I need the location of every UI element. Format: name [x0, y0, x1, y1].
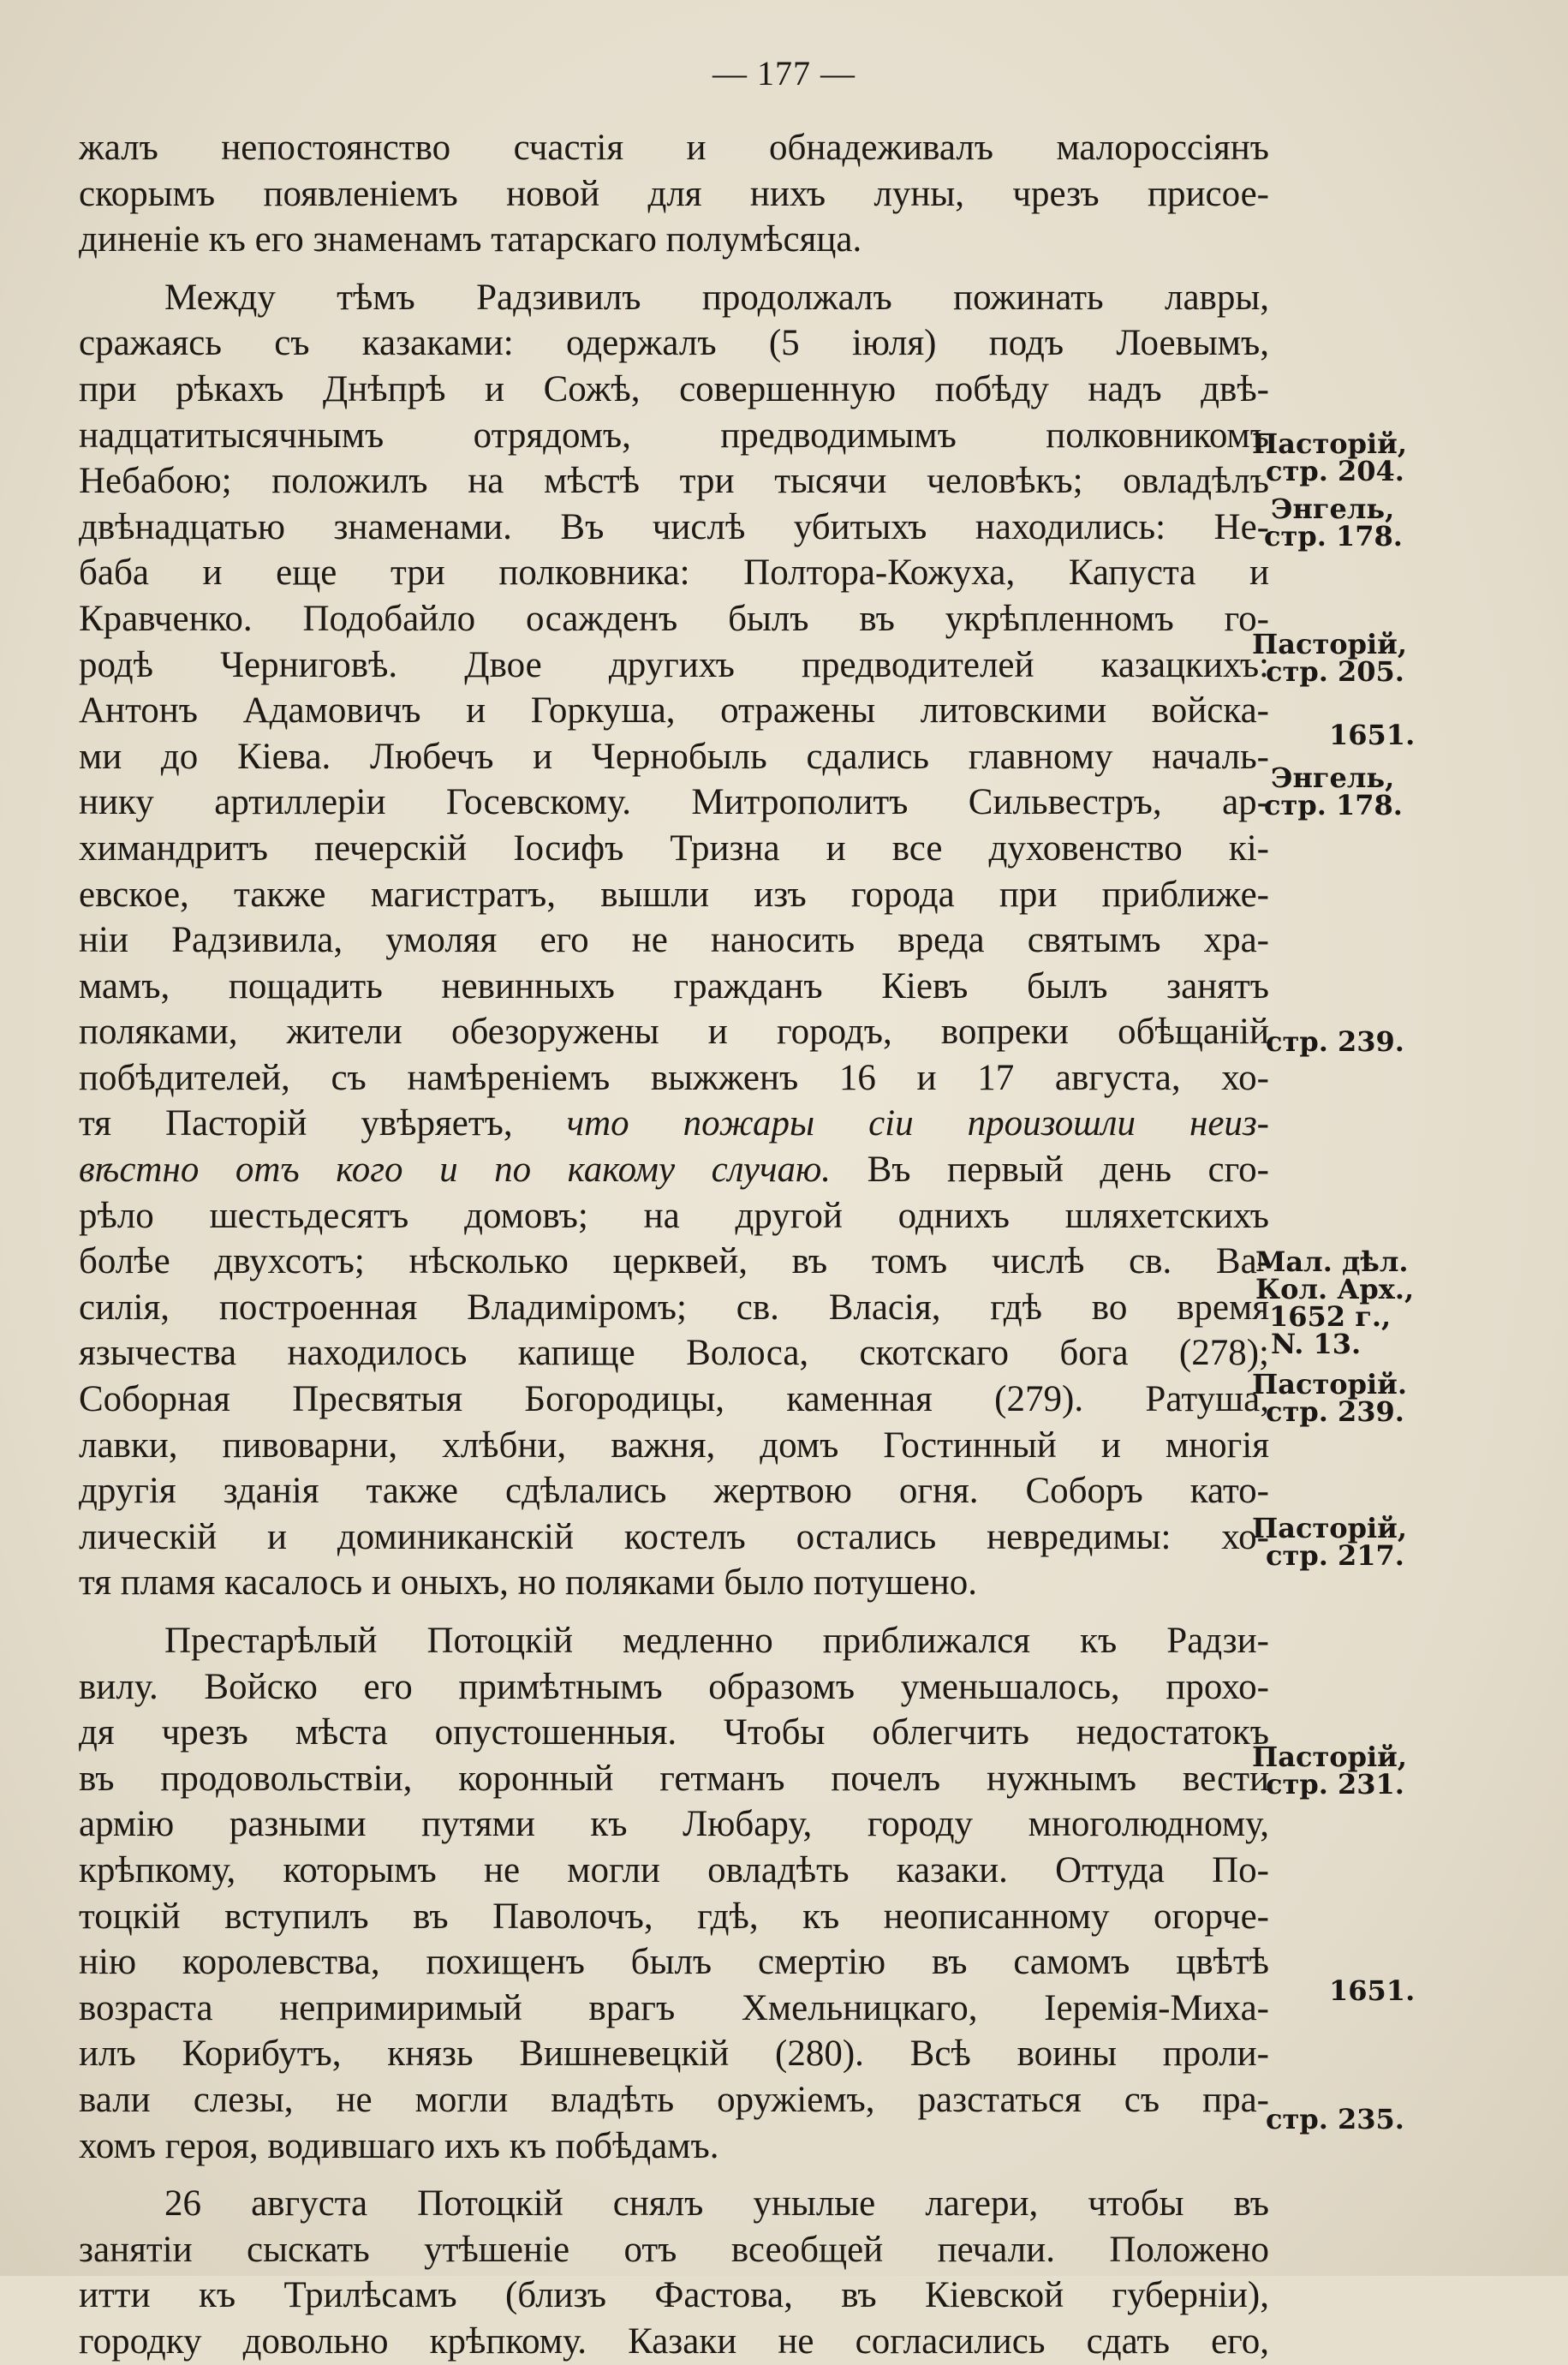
text-line: евское, также магистратъ, вышли изъ города при приближе- — [79, 874, 1269, 915]
margin-note: стр. 239. — [1266, 1025, 1404, 1058]
text-line: нику артиллеріи Госевскому. Митрополитъ Сильвестръ, ар- — [79, 782, 1269, 823]
margin-note: Пасторій, стр. 204. — [1252, 427, 1408, 487]
text-line: сражаясь съ казаками: одержалъ (5 іюля) подъ Лоевымъ, — [79, 323, 1269, 364]
margin-note: Мал. дѣл. Кол. Арх., 1652 г., N. 13. — [1255, 1245, 1415, 1360]
margin-note: 1651. — [1329, 1974, 1416, 2007]
text-line: 26 августа Потоцкій снялъ унылые лагери, чтобы въ — [164, 2183, 1269, 2225]
text-line: дя чрезъ мѣста опустошенныя. Чтобы облегчить недостатокъ — [79, 1712, 1269, 1753]
text-line: вали слезы, не могли владѣть оружіемъ, разстаться съ пра- — [79, 2079, 1269, 2120]
margin-note: стр. 235. — [1266, 2103, 1404, 2135]
text-line: крѣпкому, которымъ не могли овладѣть казаки. Оттуда По- — [79, 1849, 1269, 1890]
text-line: возраста непримиримый врагъ Хмельницкаго, Іеремія-Миха- — [79, 1987, 1269, 2028]
text-line-mixed — [79, 1147, 1269, 1193]
margin-note: Энгель, стр. 178. — [1264, 761, 1403, 821]
text-line: тя пламя касалось и оныхъ, но поляками было потушено. — [79, 1562, 978, 1604]
text-line: язычества находилось капище Волоса, скотскаго бога (278); — [79, 1333, 1269, 1374]
text-line: армію разными путями къ Любару, городу многолюдному, — [79, 1804, 1269, 1845]
text-line: итти къ Трилѣсамъ (близъ Фастова, въ Кіевской губерніи), — [79, 2275, 1269, 2316]
text-line: скорымъ появленіемъ новой для нихъ луны, чрезъ присое- — [79, 173, 1269, 214]
text-line: надцатитысячнымъ отрядомъ, предводимымъ полковникомъ — [79, 415, 1269, 456]
text-line: лическій и доминиканскій костелъ остались невредимы: хо- — [79, 1516, 1269, 1557]
text-line: при рѣкахъ Днѣпрѣ и Сожѣ, совершенную побѣду надъ двѣ- — [79, 368, 1269, 409]
text-line: жалъ непостоянство счастія и обнадеживалъ малороссіянъ — [79, 128, 1269, 168]
text-line: лавки, пивоварни, хлѣбни, важня, домъ Гостинный и многія — [79, 1424, 1269, 1466]
text-line-mixed — [79, 1101, 1269, 1147]
text-line: нію королевства, похищенъ былъ смертію въ самомъ цвѣтѣ — [79, 1942, 1269, 1983]
text-line: илъ Корибутъ, князь Вишневецкій (280). Всѣ воины проли- — [79, 2034, 1269, 2075]
text-line: поляками, жители обезоружены и городъ, вопреки обѣщаній — [79, 1012, 1269, 1053]
text-line: химандритъ печерскій Іосифъ Тризна и все духовенство кі- — [79, 827, 1269, 869]
body-text — [79, 125, 1269, 2365]
text-segment: тя Пасторій увѣряетъ, — [79, 1103, 513, 1144]
margin-note: Пасторій. стр. 239. — [1252, 1368, 1408, 1428]
italic-quote: что пожары сіи произошли неиз- — [566, 1103, 1269, 1144]
text-line: хомъ героя, водившаго ихъ къ побѣдамъ. — [79, 2125, 719, 2166]
text-line: рѣло шестьдесятъ домовъ; на другой однихъ шляхетскихъ — [79, 1195, 1269, 1236]
text-line: другія зданія также сдѣлались жертвою огня. Соборъ като- — [79, 1471, 1269, 1512]
text-line: ніи Радзивила, умоляя его не наносить вреда святымъ хра- — [79, 920, 1269, 961]
text-line: двѣнадцатью знаменами. Въ числѣ убитыхъ находились: Не- — [79, 506, 1269, 547]
text-line: городку довольно крѣпкому. Казаки не согласились сдать его, — [79, 2320, 1269, 2362]
text-line: диненіе къ его знаменамъ татарскаго полумѣсяца. — [79, 219, 862, 260]
text-line: баба и еще три полковника: Полтора-Кожуха, Капуста и — [79, 552, 1269, 594]
margin-note: 1651. — [1329, 719, 1416, 751]
margin-note: Энгель, стр. 178. — [1264, 493, 1403, 552]
text-line: Антонъ Адамовичъ и Горкуша, отражены литовскими войска- — [79, 690, 1269, 732]
text-line: тоцкій вступилъ въ Паволочъ, гдѣ, къ неописанному огорче- — [79, 1896, 1269, 1937]
margin-note: Пасторій, стр. 231. — [1252, 1741, 1408, 1801]
margin-note: Пасторій, стр. 217. — [1252, 1512, 1408, 1572]
text-line: занятіи сыскать утѣшеніе отъ всеобщей печали. Положено — [79, 2229, 1269, 2270]
page-number: — 177 — — [712, 54, 856, 93]
text-line: Небабою; положилъ на мѣстѣ три тысячи человѣкъ; овладѣлъ — [79, 461, 1269, 502]
text-line: Престарѣлый Потоцкій медленно приближался къ Радзи- — [164, 1621, 1269, 1661]
text-line: ми до Кіева. Любечъ и Чернобыль сдались главному началь- — [79, 736, 1269, 777]
margin-note: Пасторій, стр. 205. — [1252, 628, 1408, 688]
text-line: Кравченко. Подобайло осажденъ былъ въ укрѣпленномъ го- — [79, 598, 1269, 639]
text-line: Между тѣмъ Радзивилъ продолжалъ пожинать лавры, — [164, 277, 1269, 318]
text-line: силія, построенная Владиміромъ; св. Власія, гдѣ во время — [79, 1287, 1269, 1328]
text-line: въ продовольствіи, коронный гетманъ почелъ нужнымъ вести — [79, 1758, 1269, 1799]
text-line: вилу. Войско его примѣтнымъ образомъ уменьшалось, прохо- — [79, 1666, 1269, 1707]
text-line: Соборная Пресвятыя Богородицы, каменная (279). Ратуша, — [79, 1379, 1269, 1420]
text-line: родѣ Черниговѣ. Двое другихъ предводителей казацкихъ: — [79, 644, 1269, 685]
text-line: побѣдителей, съ намѣреніемъ выжженъ 16 и 17 августа, хо- — [79, 1057, 1269, 1098]
text-line: мамъ, пощадить невинныхъ гражданъ Кіевъ былъ занятъ — [79, 965, 1269, 1006]
italic-quote: вѣстно отъ кого и по какому случаю. — [79, 1150, 832, 1191]
text-line: болѣе двухсотъ; нѣсколько церквей, въ томъ числѣ св. Ва- — [79, 1241, 1269, 1282]
text-segment: Въ первый день сго- — [867, 1150, 1269, 1191]
